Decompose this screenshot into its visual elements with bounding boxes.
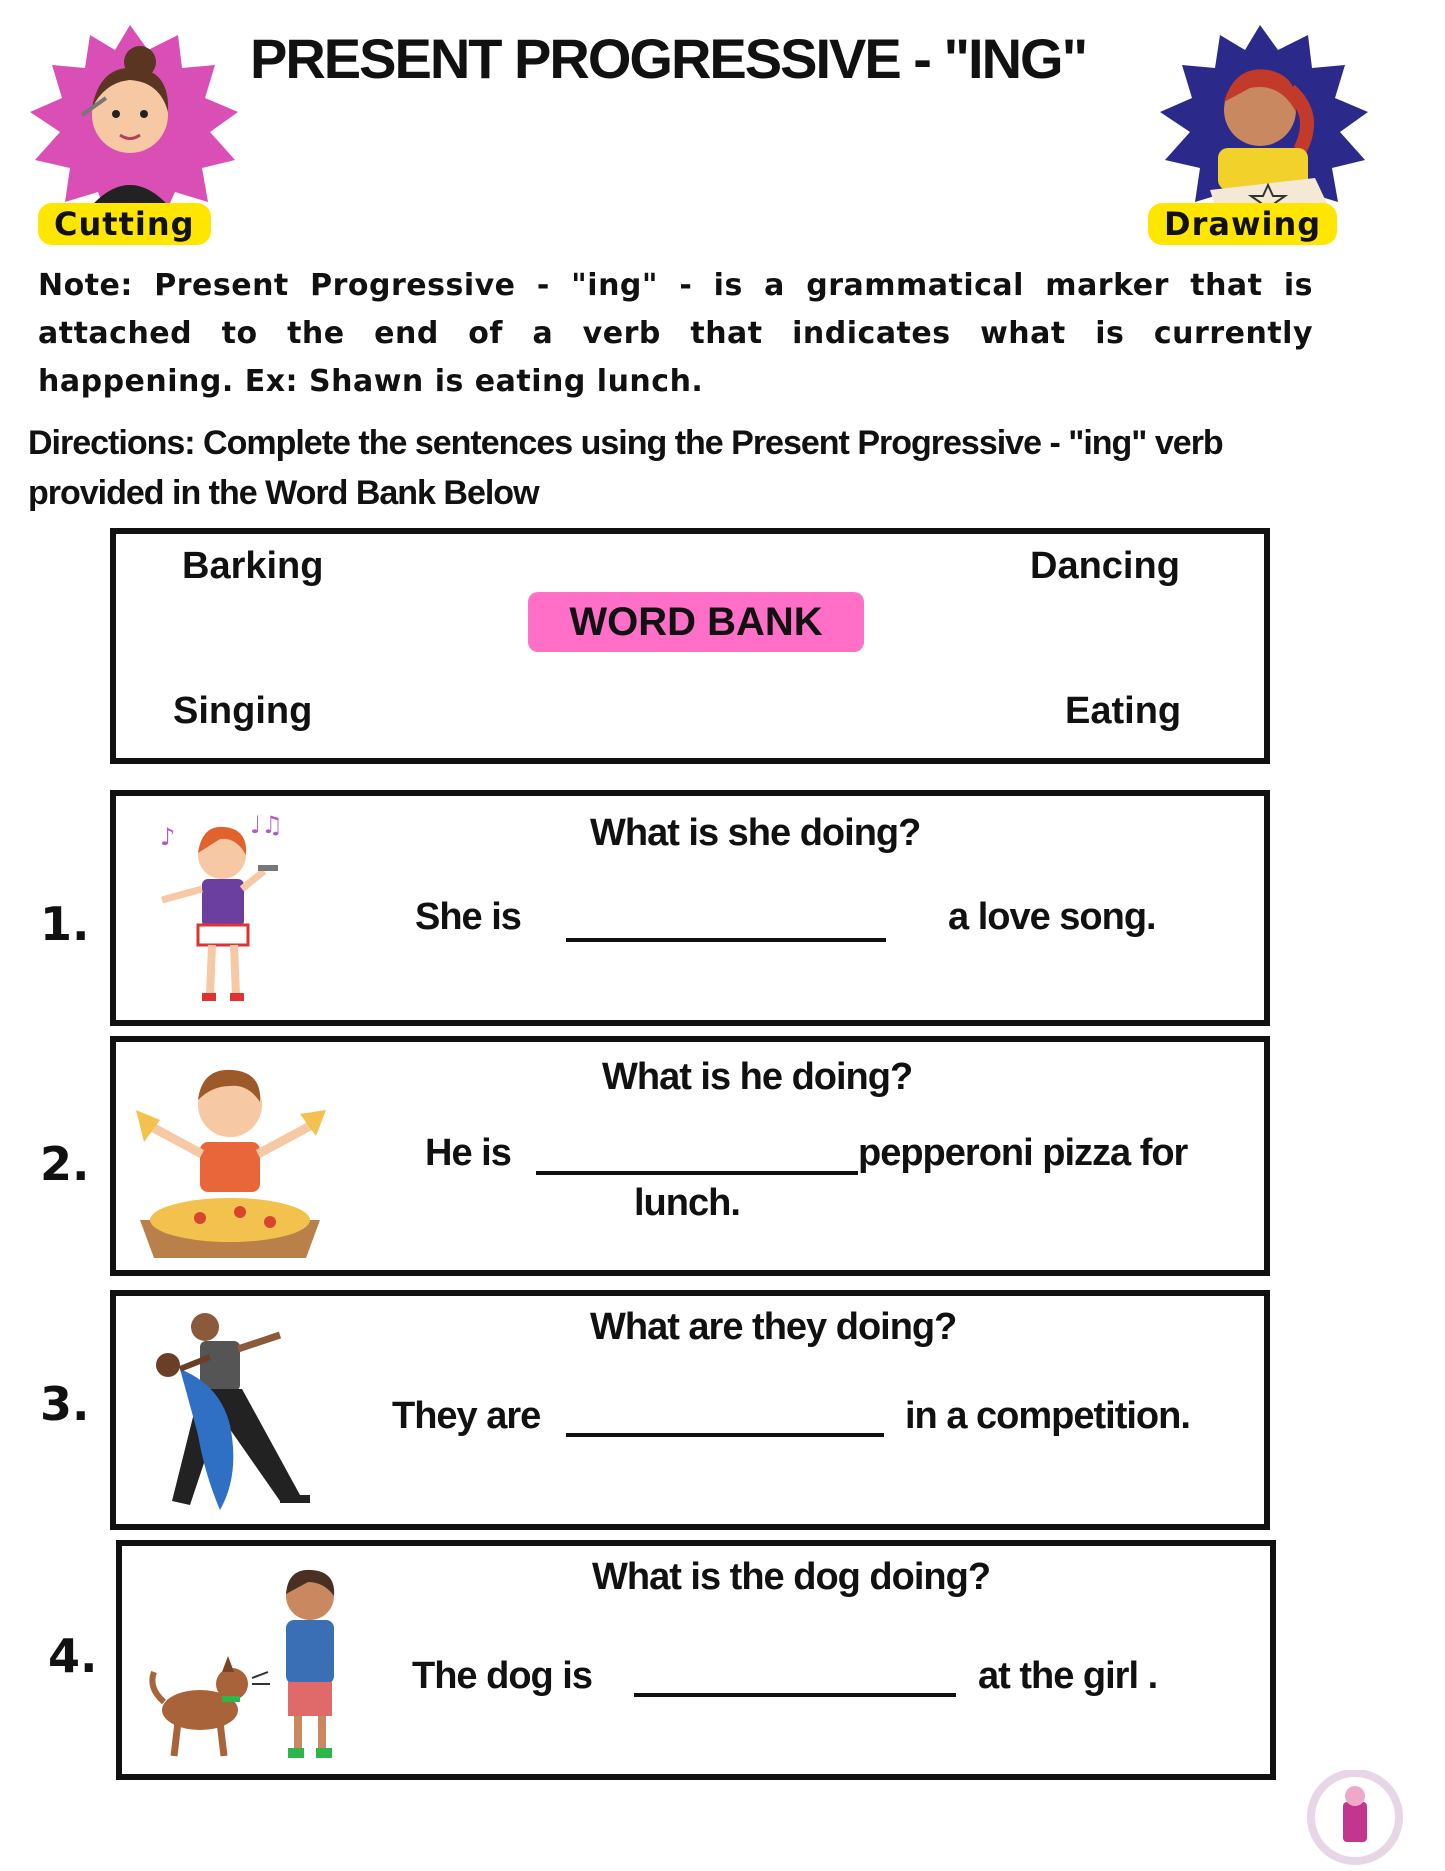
singing-girl-illustration xyxy=(140,805,300,1015)
question-number: 1. xyxy=(40,897,90,951)
sentence-end-continued: lunch. xyxy=(634,1182,740,1224)
page-title: PRESENT PROGRESSIVE - "ING" xyxy=(250,27,1087,90)
dancing-couple-illustration xyxy=(150,1305,350,1520)
note-paragraph: Note: Present Progressive - "ing" - is a grammatical marker that is attached to the end of a verb that indicates what is currently happening. Ex: Shawn is eating lunch. xyxy=(38,268,1313,399)
answer-blank[interactable] xyxy=(634,1693,956,1697)
sentence-end: a love song. xyxy=(948,896,1156,938)
sentence-start: They are xyxy=(392,1395,541,1437)
question-text: What is the dog doing? xyxy=(592,1556,991,1598)
sentence-end: at the girl . xyxy=(978,1655,1158,1697)
question-number: 4. xyxy=(48,1629,98,1683)
answer-blank[interactable] xyxy=(566,1433,884,1437)
svg-text:♪: ♪ xyxy=(160,823,176,851)
word-bank-title: WORD BANK xyxy=(528,592,864,652)
question-number: 2. xyxy=(40,1137,90,1191)
drawing-badge: Drawing xyxy=(1148,203,1337,245)
sentence-end: in a competition. xyxy=(905,1395,1190,1437)
sentence-start: She is xyxy=(415,896,521,938)
word-bank-word: Singing xyxy=(173,690,313,732)
word-bank-word: Eating xyxy=(1065,690,1182,732)
answer-blank[interactable] xyxy=(566,938,886,942)
cutting-badge: Cutting xyxy=(38,203,211,245)
barking-dog-illustration xyxy=(140,1560,350,1765)
question-number: 3. xyxy=(40,1377,90,1431)
sentence-start: The dog is xyxy=(412,1655,592,1697)
logo-stamp xyxy=(1305,1770,1405,1865)
word-bank-word: Dancing xyxy=(1030,545,1180,587)
word-bank-word: Barking xyxy=(182,545,324,587)
sentence-end: pepperoni pizza for xyxy=(858,1132,1188,1174)
question-text: What is she doing? xyxy=(590,812,921,854)
answer-blank[interactable] xyxy=(536,1171,858,1175)
directions-paragraph: Directions: Complete the sentences using the Present Progressive - "ing" verb provided in the Word Bank Below xyxy=(28,424,1223,512)
eating-boy-illustration xyxy=(130,1050,330,1262)
svg-text:♩♫: ♩♫ xyxy=(250,811,283,839)
sentence-start: He is xyxy=(425,1132,511,1174)
question-text: What is he doing? xyxy=(602,1056,913,1098)
question-text: What are they doing? xyxy=(590,1306,957,1348)
